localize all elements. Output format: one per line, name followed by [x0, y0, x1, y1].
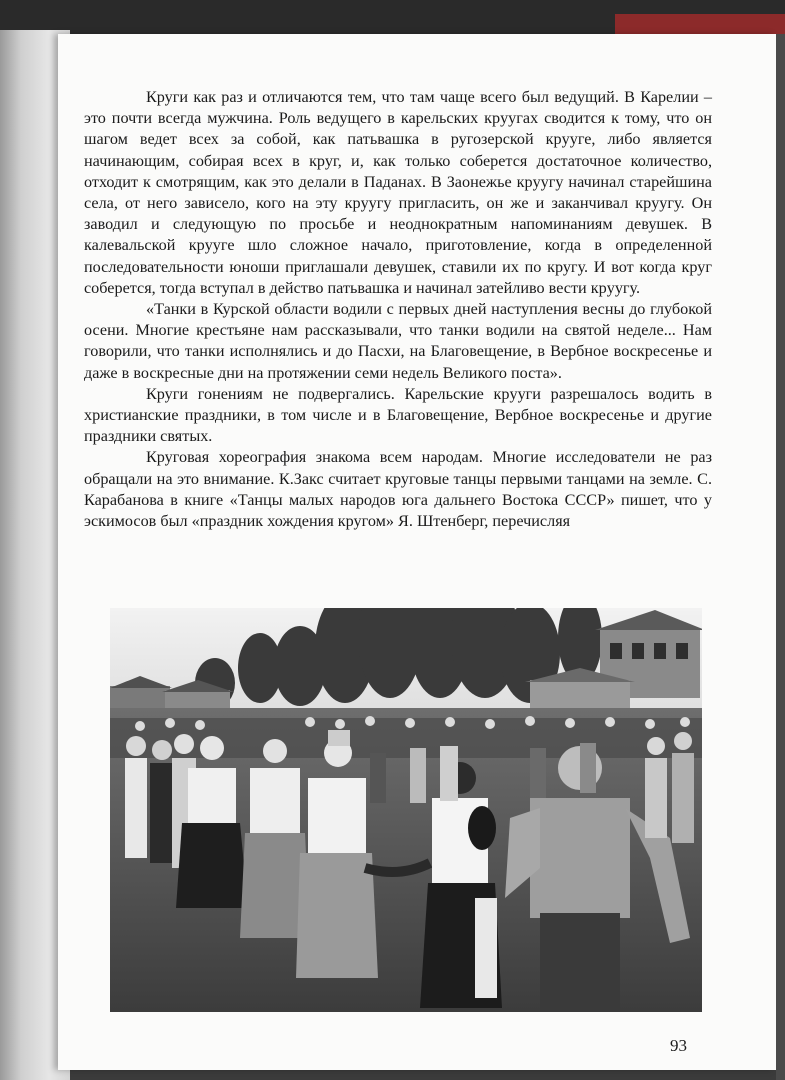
body-text	[84, 87, 712, 532]
paragraph: Круговая хореография знакома всем народам. Многие исследователи не раз обращали на это внимание. К.Закс считает круговые танцы первыми танцами на земле. С. Карабанова в книге «Танцы малых народов юга дальнего Востока СССР» пишет, что у эскимосов был «праздник хождения кругом» Я. Штенберг, перечисляя	[84, 448, 712, 531]
paragraph: Круги гонениям не подвергались. Карельские крyуги разрешалось водить в христианские праздники, в том числе и в Благовещение, Вербное воскресенье и другие праздники святых.	[84, 384, 712, 446]
page-number: 93	[670, 1036, 687, 1055]
paragraph: Круги как раз и отличаются тем, что там чаще всего был ведущий. В Карелии – это почти всегда мужчина. Роль ведущего в карельских крyугах сводится к тому, что он шагом ведет всех за собой, как патьвашка в ругозерской крyуге, либо является начинающим, собирая всех в круг, и, как только соберется достаточное количество, отходит к смотрящим, как это делали в Паданах. В Заонежье крyугу начинал старейшина села, от него зависело, кого на эту крyугу пригласить, он же и заканчивал крyугу. Он заводил и следующую по просьбе и неоднократным напоминаниям девушек. В калевальской крyуге шло сложное начало, приготовление, когда в определенной последовательности юноши приглашали девушек, ставили их по кругу. И вот когда круг соберется, тогда вступал в действо патьвашка и начинал затейливо вести крyугу.	[84, 88, 712, 297]
paragraph: «Танки в Курской области водили с первых дней наступления весны до глубокой осени. Многие крестьяне нам рассказывали, что танки водили на святой неделе... Нам говорили, что танки исполнялись и до Пасхи, на Благовещение, в Вербное воскресенье и даже в воскресные дни на протяжении семи недель Великого поста».	[84, 300, 712, 382]
photo-circle-dance	[110, 608, 702, 1012]
page-edge	[776, 34, 785, 1080]
